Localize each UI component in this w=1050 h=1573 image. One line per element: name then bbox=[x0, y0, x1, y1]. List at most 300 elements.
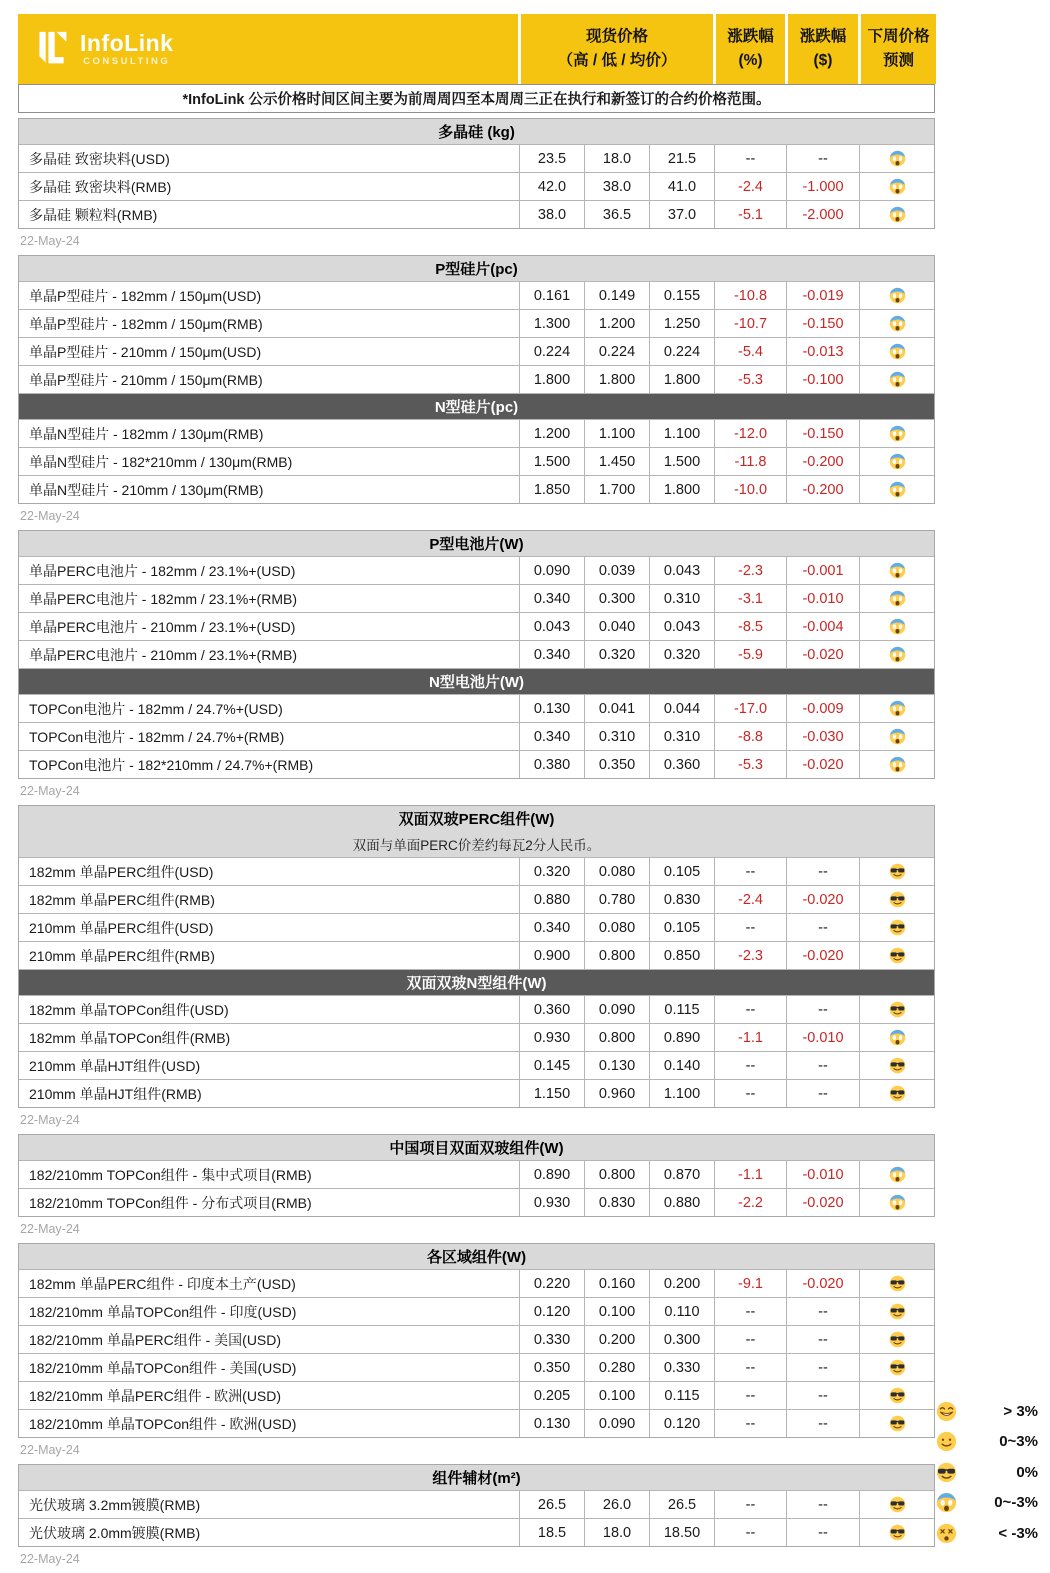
change-usd: -0.010 bbox=[786, 1024, 859, 1051]
sunglasses-emoji-icon bbox=[889, 1275, 906, 1292]
forecast-cell bbox=[859, 1161, 934, 1188]
change-usd-label: 涨跌幅 bbox=[799, 27, 847, 45]
price-table-blocks bbox=[18, 118, 935, 1569]
forecast-cell bbox=[859, 886, 934, 913]
product-name: 210mm 单晶HJT组件(USD) bbox=[29, 1057, 201, 1074]
avg-price: 0.155 bbox=[649, 282, 714, 309]
avg-price: 18.50 bbox=[649, 1519, 714, 1546]
change-usd: -1.000 bbox=[786, 173, 859, 200]
section-header: N型硅片(pc) bbox=[19, 393, 934, 419]
table-row bbox=[19, 584, 934, 612]
table-row bbox=[19, 694, 934, 722]
scream-emoji-icon bbox=[889, 206, 906, 223]
low-price: 0.100 bbox=[584, 1298, 649, 1325]
change-pct: -17.0 bbox=[714, 695, 786, 722]
change-usd: -0.009 bbox=[786, 695, 859, 722]
avg-price: 0.105 bbox=[649, 914, 714, 941]
forecast-cell bbox=[859, 476, 934, 503]
product-name: 182mm 单晶TOPCon组件(RMB) bbox=[29, 1029, 231, 1046]
high-price: 1.300 bbox=[519, 310, 584, 337]
table-row bbox=[19, 1079, 934, 1107]
product-name: 单晶PERC电池片 - 182mm / 23.1%+(RMB) bbox=[29, 590, 297, 607]
section-header: P型电池片(W) bbox=[19, 531, 934, 556]
sunglasses-emoji-icon bbox=[889, 1359, 906, 1376]
change-usd: -- bbox=[786, 1298, 859, 1325]
avg-price: 0.870 bbox=[649, 1161, 714, 1188]
avg-price: 0.830 bbox=[649, 886, 714, 913]
forecast-cell bbox=[859, 1410, 934, 1437]
table-row bbox=[19, 1490, 934, 1518]
product-name: 210mm 单晶PERC组件(USD) bbox=[29, 919, 214, 936]
change-pct: -- bbox=[714, 1080, 786, 1107]
low-price: 0.090 bbox=[584, 1410, 649, 1437]
change-usd: -0.010 bbox=[786, 1161, 859, 1188]
product-name: 多晶硅 颗粒料(RMB) bbox=[29, 206, 158, 223]
table-header bbox=[18, 14, 935, 84]
change-pct: -2.2 bbox=[714, 1189, 786, 1216]
change-pct-label: 涨跌幅 bbox=[727, 27, 774, 45]
section-header: 各区域组件(W) bbox=[19, 1244, 934, 1269]
change-pct: -8.5 bbox=[714, 613, 786, 640]
table-row bbox=[19, 1188, 934, 1216]
product-name: 单晶P型硅片 - 210mm / 150μm(USD) bbox=[29, 343, 262, 360]
change-usd-unit: ($) bbox=[813, 52, 833, 69]
change-usd: -- bbox=[786, 1080, 859, 1107]
avg-price: 0.224 bbox=[649, 338, 714, 365]
scream-emoji-icon bbox=[889, 481, 906, 498]
forecast-cell bbox=[859, 695, 934, 722]
change-pct: -- bbox=[714, 1382, 786, 1409]
sunglasses-emoji-icon bbox=[889, 1496, 906, 1513]
legend-label: 0% bbox=[1016, 1463, 1038, 1481]
low-price: 0.350 bbox=[584, 751, 649, 778]
high-price: 0.360 bbox=[519, 996, 584, 1023]
sunglasses-emoji-icon bbox=[936, 1462, 957, 1483]
change-pct: -- bbox=[714, 1326, 786, 1353]
legend-label: 0~3% bbox=[999, 1433, 1038, 1451]
table-row bbox=[19, 1051, 934, 1079]
product-name: TOPCon电池片 - 182mm / 24.7%+(RMB) bbox=[29, 728, 285, 745]
avg-price: 0.310 bbox=[649, 723, 714, 750]
change-usd: -- bbox=[786, 1052, 859, 1079]
table-row bbox=[19, 722, 934, 750]
low-price: 0.100 bbox=[584, 1382, 649, 1409]
legend-label: > 3% bbox=[1003, 1402, 1038, 1420]
forecast-sublabel: 预测 bbox=[882, 52, 914, 69]
section-header: 双面双玻N型组件(W) bbox=[19, 969, 934, 995]
high-price: 1.850 bbox=[519, 476, 584, 503]
change-pct: -2.3 bbox=[714, 942, 786, 969]
forecast-cell bbox=[859, 1382, 934, 1409]
high-price: 42.0 bbox=[519, 173, 584, 200]
price-table-block bbox=[18, 1134, 935, 1217]
table-row bbox=[19, 1297, 934, 1325]
high-price: 0.930 bbox=[519, 1024, 584, 1051]
change-usd: -0.020 bbox=[786, 942, 859, 969]
section-header: N型电池片(W) bbox=[19, 668, 934, 694]
change-pct: -11.8 bbox=[714, 448, 786, 475]
forecast-cell bbox=[859, 1270, 934, 1297]
change-pct: -- bbox=[714, 1354, 786, 1381]
avg-price: 37.0 bbox=[649, 201, 714, 228]
product-name: 182/210mm 单晶TOPCon组件 - 美国(USD) bbox=[29, 1359, 297, 1376]
table-row bbox=[19, 857, 934, 885]
forecast-cell bbox=[859, 723, 934, 750]
change-pct: -- bbox=[714, 145, 786, 172]
low-price: 0.041 bbox=[584, 695, 649, 722]
high-price: 0.350 bbox=[519, 1354, 584, 1381]
forecast-cell bbox=[859, 585, 934, 612]
forecast-cell bbox=[859, 996, 934, 1023]
product-name: 单晶N型硅片 - 210mm / 130μm(RMB) bbox=[29, 481, 264, 498]
date-label: 22-May-24 bbox=[20, 1222, 80, 1236]
product-name: 182/210mm 单晶PERC组件 - 美国(USD) bbox=[29, 1331, 282, 1348]
column-header-change-pct bbox=[716, 14, 785, 84]
avg-price: 0.120 bbox=[649, 1410, 714, 1437]
legend-item bbox=[936, 1427, 1038, 1458]
price-table-block bbox=[18, 1464, 935, 1547]
price-table-block bbox=[18, 1243, 935, 1438]
change-pct: -5.1 bbox=[714, 201, 786, 228]
section-header: 组件辅材(m²) bbox=[19, 1465, 934, 1490]
table-row bbox=[19, 200, 934, 228]
low-price: 0.830 bbox=[584, 1189, 649, 1216]
avg-price: 0.890 bbox=[649, 1024, 714, 1051]
change-pct: -8.8 bbox=[714, 723, 786, 750]
change-pct: -- bbox=[714, 914, 786, 941]
forecast-cell bbox=[859, 282, 934, 309]
high-price: 0.380 bbox=[519, 751, 584, 778]
high-price: 0.900 bbox=[519, 942, 584, 969]
table-row bbox=[19, 309, 934, 337]
forecast-cell bbox=[859, 942, 934, 969]
high-price: 0.043 bbox=[519, 613, 584, 640]
logo-cell bbox=[18, 14, 518, 84]
low-price: 0.200 bbox=[584, 1326, 649, 1353]
product-name: 210mm 单晶HJT组件(RMB) bbox=[29, 1085, 202, 1102]
section-note: 双面与单面PERC价差约每瓦2分人民币。 bbox=[19, 831, 934, 857]
avg-price: 1.100 bbox=[649, 420, 714, 447]
low-price: 1.450 bbox=[584, 448, 649, 475]
avg-price: 21.5 bbox=[649, 145, 714, 172]
table-row bbox=[19, 1325, 934, 1353]
change-usd: -0.020 bbox=[786, 1270, 859, 1297]
section-header: P型硅片(pc) bbox=[19, 256, 934, 281]
high-price: 0.340 bbox=[519, 641, 584, 668]
avg-price: 1.800 bbox=[649, 476, 714, 503]
product-name: 182mm 单晶PERC组件(USD) bbox=[29, 863, 214, 880]
table-row bbox=[19, 913, 934, 941]
change-pct: -- bbox=[714, 1519, 786, 1546]
change-usd: -0.004 bbox=[786, 613, 859, 640]
change-pct: -10.7 bbox=[714, 310, 786, 337]
legend-item bbox=[936, 1396, 1038, 1427]
product-name: 单晶N型硅片 - 182*210mm / 130μm(RMB) bbox=[29, 453, 293, 470]
forecast-cell bbox=[859, 1519, 934, 1546]
table-row bbox=[19, 447, 934, 475]
low-price: 1.200 bbox=[584, 310, 649, 337]
change-usd: -0.020 bbox=[786, 886, 859, 913]
product-name: 光伏玻璃 3.2mm镀膜(RMB) bbox=[29, 1496, 201, 1513]
avg-price: 1.500 bbox=[649, 448, 714, 475]
high-price: 1.200 bbox=[519, 420, 584, 447]
change-pct: -9.1 bbox=[714, 1270, 786, 1297]
low-price: 0.300 bbox=[584, 585, 649, 612]
grin-emoji-icon bbox=[936, 1401, 957, 1422]
column-header-change-usd bbox=[788, 14, 858, 84]
product-name: 单晶P型硅片 - 210mm / 150μm(RMB) bbox=[29, 371, 263, 388]
brand-subtitle: CONSULTING bbox=[83, 55, 171, 67]
forecast-cell bbox=[859, 557, 934, 584]
product-name: 单晶PERC电池片 - 182mm / 23.1%+(USD) bbox=[29, 562, 296, 579]
change-pct: -1.1 bbox=[714, 1161, 786, 1188]
table-row bbox=[19, 475, 934, 503]
sunglasses-emoji-icon bbox=[889, 1057, 906, 1074]
sunglasses-emoji-icon bbox=[889, 1303, 906, 1320]
change-pct: -5.4 bbox=[714, 338, 786, 365]
forecast-cell bbox=[859, 420, 934, 447]
legend-label: < -3% bbox=[998, 1524, 1038, 1542]
low-price: 0.800 bbox=[584, 1024, 649, 1051]
table-row bbox=[19, 885, 934, 913]
table-row bbox=[19, 281, 934, 309]
table-row bbox=[19, 640, 934, 668]
high-price: 23.5 bbox=[519, 145, 584, 172]
scream-emoji-icon bbox=[889, 1194, 906, 1211]
product-name: 182mm 单晶TOPCon组件(USD) bbox=[29, 1001, 229, 1018]
table-row bbox=[19, 1381, 934, 1409]
product-name: 210mm 单晶PERC组件(RMB) bbox=[29, 947, 215, 964]
change-pct: -2.4 bbox=[714, 886, 786, 913]
date-label: 22-May-24 bbox=[20, 1113, 80, 1127]
forecast-cell bbox=[859, 145, 934, 172]
change-usd: -- bbox=[786, 1354, 859, 1381]
avg-price: 0.880 bbox=[649, 1189, 714, 1216]
avg-price: 0.110 bbox=[649, 1298, 714, 1325]
legend-item bbox=[936, 1488, 1038, 1519]
change-usd: -0.019 bbox=[786, 282, 859, 309]
scream-emoji-icon bbox=[889, 343, 906, 360]
low-price: 0.039 bbox=[584, 557, 649, 584]
product-name: 光伏玻璃 2.0mm镀膜(RMB) bbox=[29, 1524, 201, 1541]
table-row bbox=[19, 750, 934, 778]
sunglasses-emoji-icon bbox=[889, 1001, 906, 1018]
logo-text bbox=[80, 31, 173, 68]
table-row bbox=[19, 995, 934, 1023]
low-price: 0.040 bbox=[584, 613, 649, 640]
scream-emoji-icon bbox=[889, 287, 906, 304]
product-name: 多晶硅 致密块料(RMB) bbox=[29, 178, 172, 195]
forecast-cell bbox=[859, 641, 934, 668]
avg-price: 0.140 bbox=[649, 1052, 714, 1079]
forecast-cell bbox=[859, 1189, 934, 1216]
change-pct: -1.1 bbox=[714, 1024, 786, 1051]
change-pct: -- bbox=[714, 1410, 786, 1437]
high-price: 0.890 bbox=[519, 1161, 584, 1188]
change-pct: -- bbox=[714, 1052, 786, 1079]
high-price: 0.330 bbox=[519, 1326, 584, 1353]
forecast-cell bbox=[859, 914, 934, 941]
low-price: 1.100 bbox=[584, 420, 649, 447]
column-header-spot-price bbox=[521, 14, 713, 84]
scream-emoji-icon bbox=[889, 700, 906, 717]
avg-price: 0.105 bbox=[649, 858, 714, 885]
low-price: 0.080 bbox=[584, 914, 649, 941]
table-row bbox=[19, 337, 934, 365]
forecast-cell bbox=[859, 613, 934, 640]
scream-emoji-icon bbox=[889, 728, 906, 745]
avg-price: 41.0 bbox=[649, 173, 714, 200]
infolink-logo-icon bbox=[34, 29, 70, 69]
avg-price: 0.300 bbox=[649, 1326, 714, 1353]
product-name: 182/210mm 单晶TOPCon组件 - 印度(USD) bbox=[29, 1303, 297, 1320]
scream-emoji-icon bbox=[889, 590, 906, 607]
sunglasses-emoji-icon bbox=[889, 1331, 906, 1348]
change-usd: -- bbox=[786, 1382, 859, 1409]
change-pct: -2.4 bbox=[714, 173, 786, 200]
change-usd: -- bbox=[786, 1326, 859, 1353]
forecast-cell bbox=[859, 448, 934, 475]
legend-item bbox=[936, 1518, 1038, 1549]
section-header: 双面双玻PERC组件(W) bbox=[19, 806, 934, 831]
high-price: 0.340 bbox=[519, 723, 584, 750]
sunglasses-emoji-icon bbox=[889, 1524, 906, 1541]
high-price: 0.340 bbox=[519, 914, 584, 941]
high-price: 0.930 bbox=[519, 1189, 584, 1216]
table-row bbox=[19, 612, 934, 640]
price-table-block bbox=[18, 530, 935, 779]
change-pct: -- bbox=[714, 1298, 786, 1325]
date-label: 22-May-24 bbox=[20, 1552, 80, 1566]
change-usd: -- bbox=[786, 1491, 859, 1518]
change-pct: -5.3 bbox=[714, 366, 786, 393]
sunglasses-emoji-icon bbox=[889, 1085, 906, 1102]
change-pct-unit: (%) bbox=[738, 52, 763, 69]
forecast-legend bbox=[936, 1396, 1038, 1549]
high-price: 0.145 bbox=[519, 1052, 584, 1079]
high-price: 0.880 bbox=[519, 886, 584, 913]
legend-item bbox=[936, 1457, 1038, 1488]
product-name: 单晶PERC电池片 - 210mm / 23.1%+(RMB) bbox=[29, 646, 297, 663]
low-price: 0.800 bbox=[584, 1161, 649, 1188]
avg-price: 0.360 bbox=[649, 751, 714, 778]
change-usd: -0.001 bbox=[786, 557, 859, 584]
high-price: 0.320 bbox=[519, 858, 584, 885]
low-price: 18.0 bbox=[584, 145, 649, 172]
price-table-block bbox=[18, 805, 935, 1108]
low-price: 0.160 bbox=[584, 1270, 649, 1297]
change-usd: -2.000 bbox=[786, 201, 859, 228]
change-usd: -- bbox=[786, 1519, 859, 1546]
scream-emoji-icon bbox=[889, 618, 906, 635]
avg-price: 0.044 bbox=[649, 695, 714, 722]
table-row bbox=[19, 1269, 934, 1297]
table-row bbox=[19, 172, 934, 200]
avg-price: 0.320 bbox=[649, 641, 714, 668]
low-price: 0.280 bbox=[584, 1354, 649, 1381]
change-usd: -- bbox=[786, 145, 859, 172]
price-table-block bbox=[18, 255, 935, 504]
date-label: 22-May-24 bbox=[20, 509, 80, 523]
product-name: 182/210mm TOPCon组件 - 集中式项目(RMB) bbox=[29, 1166, 312, 1183]
high-price: 1.800 bbox=[519, 366, 584, 393]
scream-emoji-icon bbox=[889, 562, 906, 579]
forecast-cell bbox=[859, 1354, 934, 1381]
product-name: 182/210mm TOPCon组件 - 分布式项目(RMB) bbox=[29, 1194, 312, 1211]
sunglasses-emoji-icon bbox=[889, 947, 906, 964]
date-label: 22-May-24 bbox=[20, 234, 80, 248]
low-price: 0.800 bbox=[584, 942, 649, 969]
forecast-cell bbox=[859, 1052, 934, 1079]
forecast-cell bbox=[859, 1326, 934, 1353]
forecast-cell bbox=[859, 858, 934, 885]
low-price: 0.310 bbox=[584, 723, 649, 750]
forecast-cell bbox=[859, 1491, 934, 1518]
change-usd: -- bbox=[786, 914, 859, 941]
dizzy-emoji-icon bbox=[936, 1523, 957, 1544]
low-price: 38.0 bbox=[584, 173, 649, 200]
change-usd: -0.200 bbox=[786, 448, 859, 475]
product-name: 182/210mm 单晶PERC组件 - 欧洲(USD) bbox=[29, 1387, 282, 1404]
table-row bbox=[19, 419, 934, 447]
change-pct: -5.3 bbox=[714, 751, 786, 778]
date-label: 22-May-24 bbox=[20, 1443, 80, 1457]
smile-emoji-icon bbox=[936, 1431, 957, 1452]
high-price: 0.340 bbox=[519, 585, 584, 612]
low-price: 0.320 bbox=[584, 641, 649, 668]
change-usd: -- bbox=[786, 858, 859, 885]
section-header: 多晶硅 (kg) bbox=[19, 119, 934, 144]
high-price: 18.5 bbox=[519, 1519, 584, 1546]
scream-emoji-icon bbox=[889, 646, 906, 663]
avg-price: 0.043 bbox=[649, 613, 714, 640]
table-row bbox=[19, 1160, 934, 1188]
change-pct: -10.0 bbox=[714, 476, 786, 503]
low-price: 18.0 bbox=[584, 1519, 649, 1546]
high-price: 0.120 bbox=[519, 1298, 584, 1325]
scream-emoji-icon bbox=[889, 756, 906, 773]
high-price: 0.090 bbox=[519, 557, 584, 584]
scream-emoji-icon bbox=[889, 1029, 906, 1046]
scream-emoji-icon bbox=[936, 1492, 957, 1513]
high-price: 0.130 bbox=[519, 1410, 584, 1437]
scream-emoji-icon bbox=[889, 1166, 906, 1183]
high-price: 0.161 bbox=[519, 282, 584, 309]
product-name: 单晶PERC电池片 - 210mm / 23.1%+(USD) bbox=[29, 618, 296, 635]
product-name: 182mm 单晶PERC组件 - 印度本土产(USD) bbox=[29, 1275, 296, 1292]
column-header-forecast bbox=[861, 14, 936, 84]
table-row bbox=[19, 941, 934, 969]
change-pct: -12.0 bbox=[714, 420, 786, 447]
low-price: 36.5 bbox=[584, 201, 649, 228]
avg-price: 1.100 bbox=[649, 1080, 714, 1107]
change-usd: -0.020 bbox=[786, 1189, 859, 1216]
sunglasses-emoji-icon bbox=[889, 1387, 906, 1404]
product-name: 182mm 单晶PERC组件(RMB) bbox=[29, 891, 215, 908]
sunglasses-emoji-icon bbox=[889, 919, 906, 936]
sunglasses-emoji-icon bbox=[889, 891, 906, 908]
product-name: 182/210mm 单晶TOPCon组件 - 欧洲(USD) bbox=[29, 1415, 297, 1432]
change-usd: -- bbox=[786, 1410, 859, 1437]
avg-price: 0.115 bbox=[649, 1382, 714, 1409]
change-pct: -- bbox=[714, 1491, 786, 1518]
change-pct: -5.9 bbox=[714, 641, 786, 668]
avg-price: 0.330 bbox=[649, 1354, 714, 1381]
product-name: 多晶硅 致密块料(USD) bbox=[29, 150, 170, 167]
low-price: 0.780 bbox=[584, 886, 649, 913]
forecast-cell bbox=[859, 310, 934, 337]
change-usd: -0.100 bbox=[786, 366, 859, 393]
